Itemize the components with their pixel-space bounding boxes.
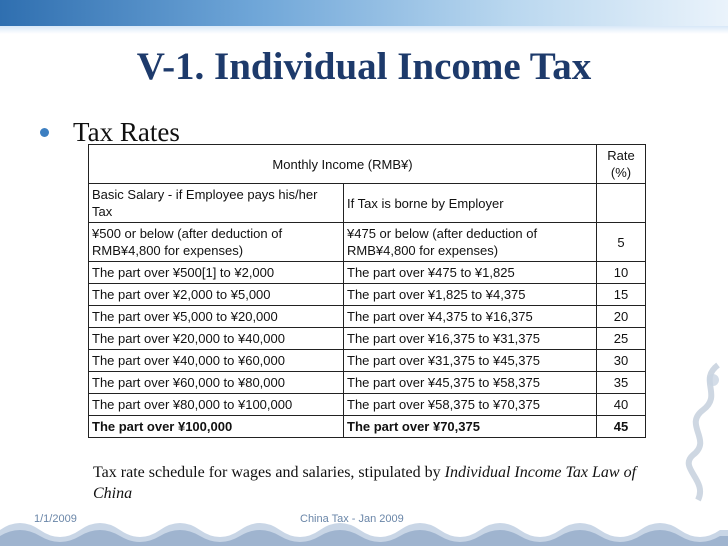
employer-cell: The part over ¥31,375 to ¥45,375 bbox=[344, 350, 597, 372]
footer-title: China Tax - Jan 2009 bbox=[300, 513, 404, 525]
rate-cell: 10 bbox=[597, 262, 646, 284]
dragon-decoration-icon bbox=[668, 360, 728, 510]
employee-cell: The part over ¥2,000 to ¥5,000 bbox=[89, 284, 344, 306]
table-row bbox=[89, 350, 646, 372]
rate-cell: 30 bbox=[597, 350, 646, 372]
employer-cell: The part over ¥4,375 to ¥16,375 bbox=[344, 306, 597, 328]
employee-subheader: Basic Salary - if Employee pays his/her Tax bbox=[89, 184, 344, 223]
tax-rate-table bbox=[88, 144, 646, 438]
table-caption bbox=[93, 462, 638, 504]
table-row bbox=[89, 306, 646, 328]
employee-cell: The part over ¥100,000 bbox=[89, 416, 344, 438]
employer-cell: The part over ¥16,375 to ¥31,375 bbox=[344, 328, 597, 350]
rate-cell: 40 bbox=[597, 394, 646, 416]
rate-cell: 35 bbox=[597, 372, 646, 394]
employer-cell: ¥475 or below (after deduction of RMB¥4,800 for expenses) bbox=[344, 223, 597, 262]
table-row bbox=[89, 284, 646, 306]
table-row bbox=[89, 328, 646, 350]
table-subheader-row bbox=[89, 184, 646, 223]
employer-cell: The part over ¥1,825 to ¥4,375 bbox=[344, 284, 597, 306]
employer-subheader: If Tax is borne by Employer bbox=[344, 184, 597, 223]
caption-text: Tax rate schedule for wages and salaries, stipulated by bbox=[93, 464, 445, 481]
table-row bbox=[89, 223, 646, 262]
table-row bbox=[89, 262, 646, 284]
employee-cell: The part over ¥60,000 to ¥80,000 bbox=[89, 372, 344, 394]
rate-cell: 45 bbox=[597, 416, 646, 438]
slide-title: V-1. Individual Income Tax bbox=[136, 45, 592, 88]
bullet-text: Tax Rates bbox=[73, 117, 180, 147]
employee-cell: The part over ¥500[1] to ¥2,000 bbox=[89, 262, 344, 284]
employee-cell: ¥500 or below (after deduction of RMB¥4,800 for expenses) bbox=[89, 223, 344, 262]
employer-cell: The part over ¥475 to ¥1,825 bbox=[344, 262, 597, 284]
header-band bbox=[0, 0, 728, 26]
rate-subheader bbox=[597, 184, 646, 223]
rate-cell: 5 bbox=[597, 223, 646, 262]
employee-cell: The part over ¥5,000 to ¥20,000 bbox=[89, 306, 344, 328]
bullet-dot-icon bbox=[40, 128, 49, 137]
employee-cell: The part over ¥20,000 to ¥40,000 bbox=[89, 328, 344, 350]
table-header-row bbox=[89, 145, 646, 184]
employer-cell: The part over ¥58,375 to ¥70,375 bbox=[344, 394, 597, 416]
header-band-fade bbox=[0, 26, 728, 34]
employee-cell: The part over ¥40,000 to ¥60,000 bbox=[89, 350, 344, 372]
rate-cell: 25 bbox=[597, 328, 646, 350]
employer-cell: The part over ¥70,375 bbox=[344, 416, 597, 438]
footer-date: 1/1/2009 bbox=[34, 513, 77, 525]
table-row bbox=[89, 394, 646, 416]
rate-cell: 15 bbox=[597, 284, 646, 306]
employer-cell: The part over ¥45,375 to ¥58,375 bbox=[344, 372, 597, 394]
rate-header: Rate (%) bbox=[597, 145, 646, 184]
caption-law-name: Individual Income Tax Law of China bbox=[93, 464, 637, 502]
table-row bbox=[89, 372, 646, 394]
employee-cell: The part over ¥80,000 to ¥100,000 bbox=[89, 394, 344, 416]
table-row-top-bracket bbox=[89, 416, 646, 438]
income-header: Monthly Income (RMB¥) bbox=[89, 145, 597, 184]
rate-cell: 20 bbox=[597, 306, 646, 328]
